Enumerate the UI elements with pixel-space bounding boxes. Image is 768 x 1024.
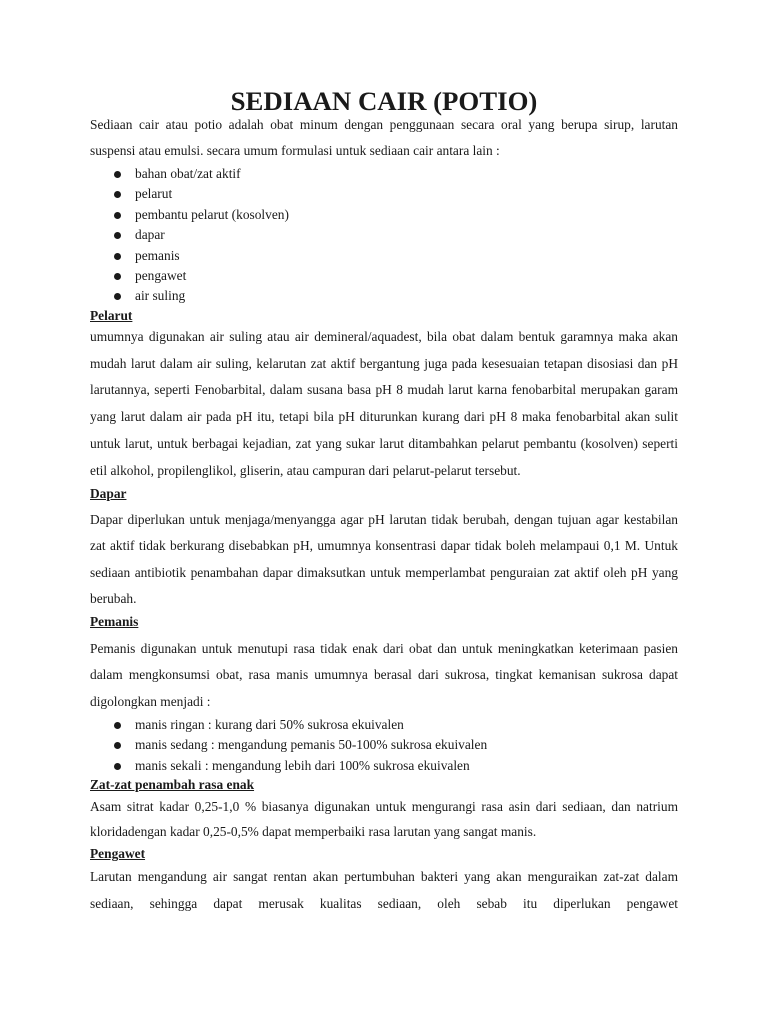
document-title: SEDIAAN CAIR (POTIO) bbox=[230, 86, 538, 116]
ingredient-list bbox=[90, 164, 678, 307]
list-item: manis sekali : mengandung lebih dari 100% sukrosa ekuivalen bbox=[90, 756, 678, 776]
pengawet-paragraph: Larutan mengandung air sangat rentan akan pertumbuhan bakteri yang akan menguraikan zat-zat dalam sediaan, sehingga dapat merusak kualitas sediaan, oleh sebab itu diperlukan pengawet bbox=[90, 869, 678, 912]
bullet-icon bbox=[114, 171, 121, 178]
list-item: pengawet bbox=[90, 266, 678, 286]
list-item: manis sedang : mengandung pemanis 50-100% sukrosa ekuivalen bbox=[90, 735, 678, 755]
bullet-icon bbox=[114, 763, 121, 770]
pelarut-paragraph: umumnya digunakan air suling atau air demineral/aquadest, bila obat dalam bentuk garamnya maka akan mudah larut dalam air suling, kelarutan zat aktif bergantung juga pada kesesuaian tetapan disosiasi dan pH larutannya, seperti Fenobarbital, dalam susana basa pH 8 mudah larut karna fenobarbital merupakan garam yang larut dalam air pada pH itu, tetapi bila pH diturunkan kurang dari pH 8 maka fenobarbital akan sulit untuk larut, untuk berbagai kejadian, zat yang sukar larut ditambahkan pelarut pembantu (kosolven) seperti etil alkohol, propilenglikol, gliserin, atau campuran dari pelarut-pelarut tersebut. bbox=[90, 328, 678, 478]
list-item: dapar bbox=[90, 225, 678, 245]
bullet-icon bbox=[114, 273, 121, 280]
bullet-icon bbox=[114, 232, 121, 239]
bullet-icon bbox=[114, 253, 121, 260]
penambah-rasa-paragraph: Asam sitrat kadar 0,25-1,0 % biasanya digunakan untuk mengurangi rasa asin dari sediaan, dan natrium kloridadengan kadar 0,25-0,5% dapat memperbaiki rasa larutan yang sangat manis. bbox=[90, 799, 678, 840]
sweetness-list bbox=[90, 715, 678, 776]
bullet-icon bbox=[114, 293, 121, 300]
document-page bbox=[90, 86, 678, 917]
list-item: air suling bbox=[90, 286, 678, 306]
bullet-icon bbox=[114, 191, 121, 198]
section-heading-pemanis: Pemanis bbox=[90, 613, 139, 629]
bullet-icon bbox=[114, 212, 121, 219]
dapar-paragraph: Dapar diperlukan untuk menjaga/menyangga agar pH larutan tidak berubah, dengan tujuan agar kestabilan zat aktif tidak berkurang disebabkan pH, umumnya konsentrasi dapar tidak boleh melampaui 0,1 M. Untuk sediaan antibiotik penambahan dapar dimaksutkan untuk memperlambat penguraian zat aktif oleh pH yang berubah. bbox=[90, 511, 678, 607]
section-heading-penambah-rasa: Zat-zat penambah rasa enak bbox=[90, 777, 255, 793]
list-item: manis ringan : kurang dari 50% sukrosa ekuivalen bbox=[90, 715, 678, 735]
list-item: pembantu pelarut (kosolven) bbox=[90, 205, 678, 225]
section-heading-pengawet: Pengawet bbox=[90, 846, 146, 862]
bullet-icon bbox=[114, 722, 121, 729]
pemanis-paragraph: Pemanis digunakan untuk menutupi rasa tidak enak dari obat dan untuk meningkatkan keterimaan pasien dalam mengkonsumsi obat, rasa manis umumnya berasal dari sukrosa, tingkat kemanisan sukrosa dapat digolongkan menjadi : bbox=[90, 640, 678, 709]
section-heading-dapar: Dapar bbox=[90, 485, 127, 501]
intro-paragraph: Sediaan cair atau potio adalah obat minum dengan penggunaan secara oral yang berupa sirup, larutan suspensi atau emulsi. secara umum formulasi untuk sediaan cair antara lain : bbox=[90, 117, 678, 158]
bullet-icon bbox=[114, 742, 121, 749]
list-item: pemanis bbox=[90, 246, 678, 266]
list-item: bahan obat/zat aktif bbox=[90, 164, 678, 184]
section-heading-pelarut: Pelarut bbox=[90, 307, 133, 323]
list-item: pelarut bbox=[90, 184, 678, 204]
